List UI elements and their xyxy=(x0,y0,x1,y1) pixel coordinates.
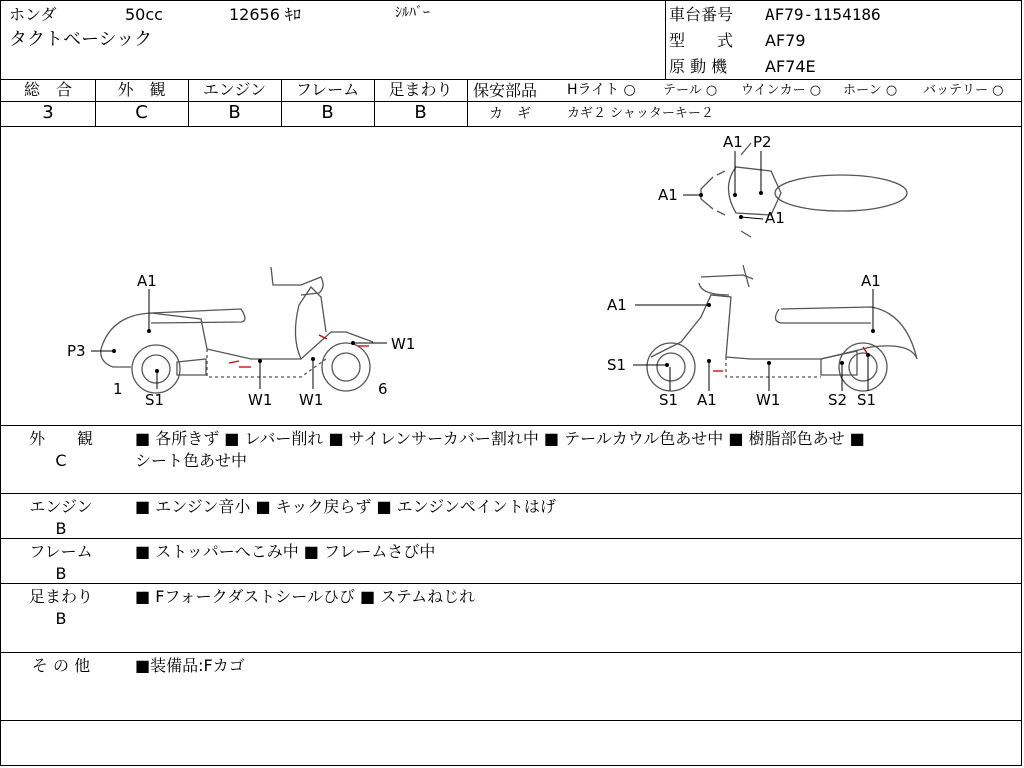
remark-label-suspension: 足まわり xyxy=(28,587,93,606)
label-right-S2: S2 xyxy=(828,391,848,409)
divider xyxy=(1,493,1022,494)
safety-horn: ホーン ○ xyxy=(843,83,898,98)
safety-battery: バッテリー ○ xyxy=(923,83,1004,98)
left-damage-marks xyxy=(229,335,369,367)
frame-no: AF79-1154186 xyxy=(765,5,881,24)
maker: ホンダ xyxy=(9,5,57,24)
label-left-P3: P3 xyxy=(67,342,86,360)
label-left-W1c: W1 xyxy=(391,335,416,353)
remark-exterior-line2: シート色あせ中 xyxy=(135,451,248,470)
overall-grade: 3 xyxy=(42,102,54,123)
label-left-A1: A1 xyxy=(137,272,157,290)
label-left-W1a: W1 xyxy=(248,391,273,409)
safety-winker: ウインカー ○ xyxy=(741,83,822,98)
grade-row-divider xyxy=(1,101,1022,102)
safety-label: 保安部品 xyxy=(473,81,538,100)
remark-label-engine: エンジン xyxy=(29,497,93,516)
engine-label: 原 動 機 xyxy=(669,57,728,76)
label-top-A1c: A1 xyxy=(765,209,785,227)
remark-exterior-line1: ■ 各所きず ■ レバー削れ ■ サイレンサーカバー割れ中 ■ テールカウル色あせ中 ■ 樹脂部色あせ ■ xyxy=(135,429,865,448)
key-label: カ ギ xyxy=(489,106,531,122)
label-right-A1c: A1 xyxy=(697,391,717,409)
frame-grade-label: フレーム xyxy=(295,80,360,99)
remark-suspension-line1: ■ Fフォークダストシールひび ■ ステムねじれ xyxy=(135,587,476,606)
label-right-S1c: S1 xyxy=(857,391,877,409)
type-label: 型 式 xyxy=(669,31,734,50)
label-left-1: 1 xyxy=(113,380,123,398)
frame-no-label: 車台番号 xyxy=(669,5,734,24)
remark-grade-suspension: B xyxy=(55,609,67,628)
frame-grade: B xyxy=(321,102,334,123)
mileage: 12656 ｷﾛ xyxy=(229,5,301,24)
engine-value: AF74E xyxy=(765,57,816,76)
model-name: タクトベーシック xyxy=(9,29,153,50)
grade-divider xyxy=(467,79,468,127)
label-top-A1b: A1 xyxy=(658,186,678,204)
overall-label: 総 合 xyxy=(23,80,72,99)
remark-label-frame: フレーム xyxy=(29,542,93,561)
remark-grade-exterior: C xyxy=(55,451,67,470)
remark-other-line1: ■装備品:Fカゴ xyxy=(135,656,245,675)
remark-grade-engine: B xyxy=(55,519,67,538)
remark-grade-frame: B xyxy=(55,564,67,583)
key-value: カギ２ シャッターキー２ xyxy=(567,106,714,121)
remark-engine-line1: ■ エンジン音小 ■ キック戻らず ■ エンジンペイントはげ xyxy=(135,497,556,516)
safety-tail: テール ○ xyxy=(663,83,718,98)
exterior-grade: C xyxy=(135,102,148,123)
divider xyxy=(1,538,1022,539)
body-color: ｼﾙﾊﾞｰ xyxy=(395,5,430,21)
label-left-S1: S1 xyxy=(145,391,165,409)
suspension-grade-label: 足まわり xyxy=(388,80,453,99)
label-right-W1: W1 xyxy=(756,391,781,409)
engine-grade-label: エンジン xyxy=(202,80,267,99)
label-right-A1a: A1 xyxy=(607,296,627,314)
label-right-S1b: S1 xyxy=(659,391,679,409)
divider xyxy=(1,583,1022,584)
label-top-A1a: A1 xyxy=(723,133,743,151)
top-scooter-outline xyxy=(701,143,907,237)
exterior-label: 外 観 xyxy=(117,80,166,99)
label-top-P2: P2 xyxy=(753,133,772,151)
type-value: AF79 xyxy=(765,31,806,50)
label-left-W1b: W1 xyxy=(299,391,324,409)
label-right-S1a: S1 xyxy=(607,356,627,374)
label-left-6: 6 xyxy=(378,380,388,398)
displacement: 50cc xyxy=(125,5,163,24)
suspension-grade: B xyxy=(414,102,427,123)
divider xyxy=(1,652,1022,653)
label-right-A1b: A1 xyxy=(861,272,881,290)
remark-label-other: そ の 他 xyxy=(31,656,91,675)
engine-grade: B xyxy=(228,102,241,123)
divider xyxy=(1,425,1022,426)
safety-headlight: Hライト ○ xyxy=(567,82,636,98)
leader-lines xyxy=(91,151,873,391)
divider xyxy=(1,720,1022,721)
damage-diagram xyxy=(1,127,1022,425)
header-divider xyxy=(665,1,666,79)
remark-frame-line1: ■ ストッパーへこみ中 ■ フレームさび中 xyxy=(135,542,436,561)
remark-label-exterior: 外 観 xyxy=(28,429,93,448)
